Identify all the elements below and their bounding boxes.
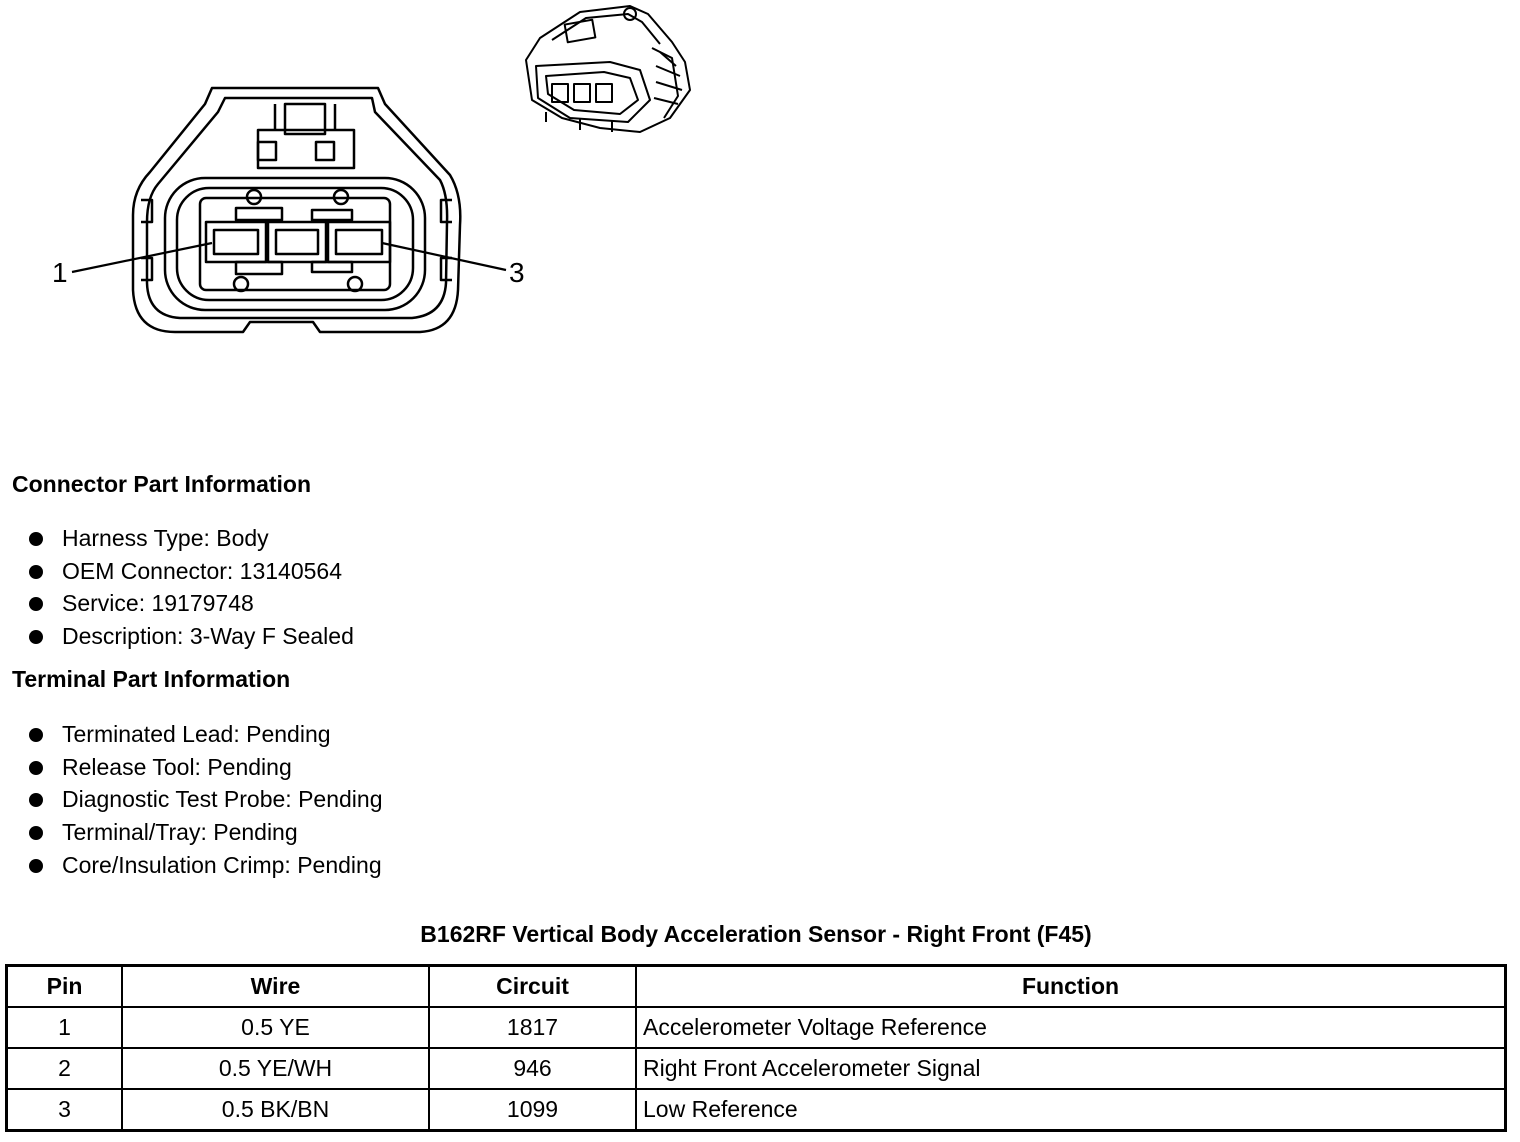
cell-pin: 2 xyxy=(7,1048,123,1089)
list-item-text: Terminal/Tray: Pending xyxy=(62,819,298,846)
bullet-icon xyxy=(29,826,43,840)
list-item xyxy=(0,849,383,882)
list-item-text: Core/Insulation Crimp: Pending xyxy=(62,851,382,878)
list-item-text: Diagnostic Test Probe: Pending xyxy=(62,786,383,813)
header-pin: Pin xyxy=(7,966,123,1008)
bullet-icon xyxy=(29,630,43,644)
list-item xyxy=(0,718,383,751)
cell-pin: 3 xyxy=(7,1089,123,1131)
cell-circuit: 1099 xyxy=(429,1089,636,1131)
bullet-icon xyxy=(29,728,43,742)
terminal-part-list xyxy=(0,718,383,881)
list-item-text: Harness Type: Body xyxy=(62,525,269,551)
list-item-text: Service: 19179748 xyxy=(62,590,254,617)
list-item-text: Description: 3-Way F Sealed xyxy=(62,623,354,650)
cell-circuit: 946 xyxy=(429,1048,636,1089)
connector-part-list xyxy=(0,522,354,653)
bullet-icon xyxy=(29,859,43,873)
list-item xyxy=(0,522,354,555)
cell-function: Accelerometer Voltage Reference xyxy=(636,1007,1506,1048)
header-function: Function xyxy=(636,966,1506,1008)
table-row xyxy=(7,1048,1506,1089)
terminal-part-heading: Terminal Part Information xyxy=(12,666,291,692)
bullet-icon xyxy=(29,532,43,546)
list-item xyxy=(0,783,383,816)
cell-circuit: 1817 xyxy=(429,1007,636,1048)
list-item xyxy=(0,620,354,653)
cell-pin: 1 xyxy=(7,1007,123,1048)
list-item xyxy=(0,816,383,849)
table-row xyxy=(7,1007,1506,1048)
list-item xyxy=(0,751,383,784)
cell-function: Low Reference xyxy=(636,1089,1506,1131)
callout-1: 1 xyxy=(52,257,68,288)
pin-table-title: B162RF Vertical Body Acceleration Sensor - Right Front (F45) xyxy=(420,921,1092,947)
bullet-icon xyxy=(29,761,43,775)
cell-wire: 0.5 BK/BN xyxy=(122,1089,429,1131)
bullet-icon xyxy=(29,565,43,579)
connector-face-diagram xyxy=(40,80,540,350)
list-item-text: Release Tool: Pending xyxy=(62,753,292,780)
cell-function: Right Front Accelerometer Signal xyxy=(636,1048,1506,1089)
list-item-text: Terminated Lead: Pending xyxy=(62,721,331,747)
connector-isometric-diagram xyxy=(520,0,705,135)
bullet-icon xyxy=(29,793,43,807)
cell-wire: 0.5 YE xyxy=(122,1007,429,1048)
table-header-row xyxy=(7,966,1506,1008)
header-circuit: Circuit xyxy=(429,966,636,1008)
list-item-text: OEM Connector: 13140564 xyxy=(62,557,343,584)
cell-wire: 0.5 YE/WH xyxy=(122,1048,429,1089)
list-item xyxy=(0,587,354,620)
pin-table xyxy=(5,964,1507,1132)
table-row xyxy=(7,1089,1506,1131)
connector-part-heading: Connector Part Information xyxy=(12,471,312,497)
list-item xyxy=(0,555,354,588)
bullet-icon xyxy=(29,597,43,611)
header-wire: Wire xyxy=(122,966,429,1008)
callout-3: 3 xyxy=(509,257,525,288)
